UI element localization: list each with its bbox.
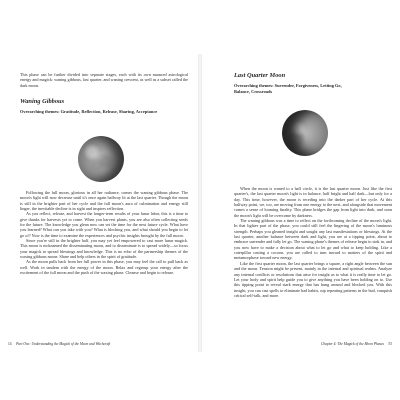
body-paragraph: When the moon is waned to a half circle, it is the last quarter moon. Just like the first quarter's, the last quarter moon's light is in balance, half bright and half dark—but only for a day. This time, however, the moon is receding into the darker part of her cycle. At this halfway point, we, too, are moving from one energy to the next, and alongside that movement comes a sense of looming finality. This phase bridges the gap from light into dark, and soon the moon's light will be overcome by darkness. xyxy=(234,186,392,218)
last-quarter-section xyxy=(234,72,392,94)
themes-line: Overarching themes: Gratitude, Reflection, Release, Sharing, Acceptance xyxy=(20,109,158,114)
themes-line: Overarching themes: Surrender, Forgiveness, Letting Go, Balance, Crossroads xyxy=(234,83,342,94)
body-paragraph: As you reflect, release, and harvest the longer-term results of your lunar labor, this is a time to give thanks for harvests yet to come. When you harvest plants, you are also often collecting seeds for the future. The knowledge you glean now can set the time for the next future cycle. What have you learned? What can you take with you? What is blocking you, and what should you begin to let go of? Now is the time to examine the experiences and psychic insights brought by the full moon. xyxy=(20,211,188,238)
left-footer xyxy=(8,342,110,346)
waning-gibbous-moon-image xyxy=(78,136,124,182)
waning-gibbous-section xyxy=(20,98,188,115)
body-paragraph: Following the full moon, glorious in all her radiance, comes the waning gibbous phase. The moon's light will now decrease until it's once again halfway lit at the last quarter. Though the moon is still in the brighter part of her cycle and the full moon's aura of culmination and energy still linger, the inevitable decline is in sight and inspires reflection. xyxy=(20,190,188,212)
last-quarter-moon-image xyxy=(282,110,328,156)
body-paragraph: Like the first quarter moon, the last quarter brings a square, a right angle between the sun and the moon. Tension might be present, mainly in the internal and spiritual realms. Analyze any internal conflicts or resolutions that arise for insight as to what it is really time to let go. Let your body and spirit help guide you to give anything you have been holding on to. Use this tipping point to reveal stark energy that has hung around and blocked you. With this insight, you can cast spells to eliminate bad habits, nip repeating patterns in the bud, vanquish critical self-talk, and more. xyxy=(234,260,392,298)
right-body-text xyxy=(234,186,392,298)
intro-paragraph: This phase can be further divided into separate stages, each with its own nuanced astrological energy and magick: waning gibbous, last quarter, and waning crescent, as well as a subset called the dark moon. xyxy=(20,72,188,88)
running-footer: Part One: Understanding the Magick of the Moon and Witchcraft xyxy=(16,342,111,346)
section-heading: Waning Gibbous xyxy=(20,98,65,105)
right-page xyxy=(202,54,400,352)
body-paragraph: Since you're still in the brighter half, you may yet feel empowered to cast more lunar magick. This moon is nicknamed the disseminating moon, and to disseminate is to spread widely—so focus your magick to spread blessings and knowledge. This is no echo of the partnership themes of the waxing gibbous moon: Share and help others in the spirit of gratitude. xyxy=(20,238,188,260)
right-footer xyxy=(321,342,392,346)
left-intro-block xyxy=(20,72,188,88)
body-paragraph: As the moon pulls back from her full power in this phase, you may feel the call to pull back as well. Work in tandem with the energy of the moon. Relax and regroup your energy after the excitement of the full moon and the push of the waxing phase. Cleanse and begin to release. xyxy=(20,259,188,276)
book-spread xyxy=(0,54,400,352)
running-footer: Chapter 4: The Magick of the Moon Phases xyxy=(320,342,384,346)
left-body-text xyxy=(20,190,188,276)
section-heading: Last Quarter Moon xyxy=(234,72,286,79)
page-number: 14 xyxy=(8,342,12,346)
left-page xyxy=(0,54,198,352)
body-paragraph: The waning gibbous was a time to reflect on the forthcoming decline of the moon's light. In that lighter part of the phase, you could still feel the lingering of the moon's luminous strength. Perhaps you gleaned insight and sought any last manifestations or blessings. At the last quarter, another balance between dark and light, you are at a tipping point, about to embrace surrender and fully let go. The waning phase's themes of release begin to sink in, and you now have to make a decision about what to let go and what to keep holding. Like a caterpillar casting a cocoon, you are called to turn inward to matters of the spirit and metamorphose toward new energy. xyxy=(234,218,392,261)
page-number: 55 xyxy=(388,342,392,346)
